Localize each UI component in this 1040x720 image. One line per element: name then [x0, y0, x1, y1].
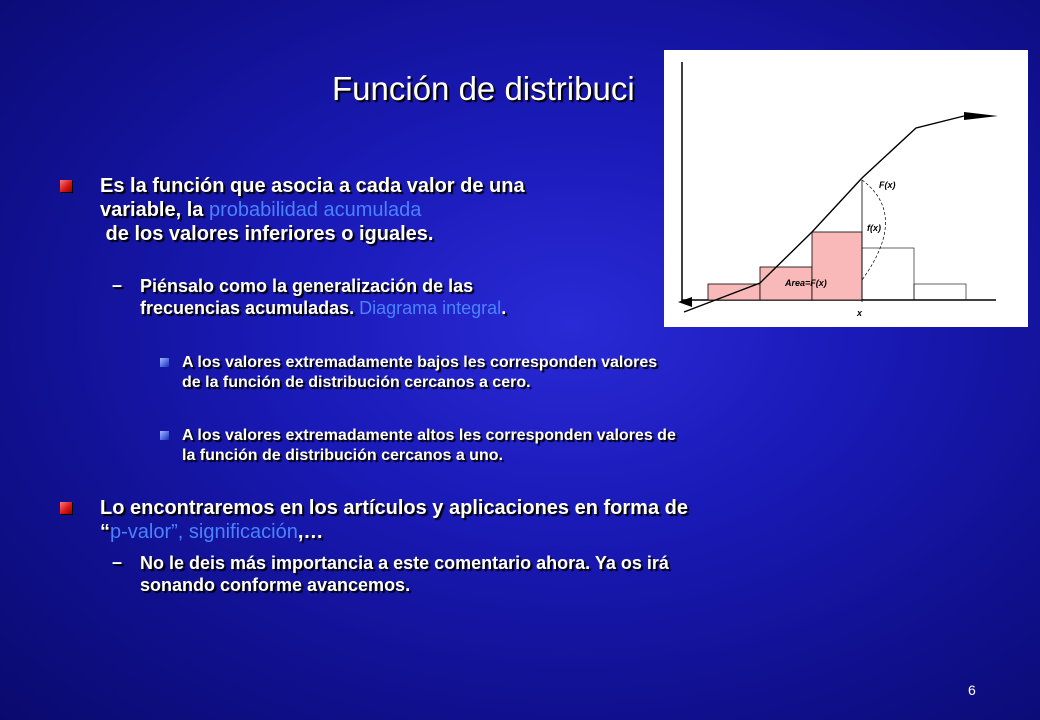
- sub-sub-bullet-high-text: [182, 426, 676, 466]
- open-quote: “: [100, 521, 110, 543]
- slide-title: Función de distribuci: [332, 70, 635, 107]
- comment-line2: sonando conforme avancemos.: [140, 575, 411, 595]
- dash-bullet: –: [112, 552, 123, 572]
- line2-prefix: variable, la: [100, 199, 209, 221]
- high-line2: la función de distribución cercanos a uno.: [182, 447, 503, 464]
- dash-bullet: –: [112, 275, 123, 295]
- line2-suffix: ,…: [297, 521, 324, 543]
- page-number: 6: [968, 682, 976, 698]
- distribution-figure: [664, 50, 1028, 327]
- sub-bullet-generalization: [140, 275, 660, 319]
- highlight-p-valor: p-valor”, significación: [110, 521, 298, 543]
- histogram-bars: [862, 248, 966, 300]
- cdf-diagram: [664, 50, 1028, 327]
- blue-square-bullet-icon: [160, 358, 169, 367]
- label-Fx: F(x): [879, 180, 896, 190]
- comment-line1: No le deis más importancia a este comentario ahora. Ya os irá: [140, 553, 669, 573]
- bullet-applications-line2: [100, 520, 688, 544]
- low-line2: de la función de distribución cercanos a cero.: [182, 374, 531, 391]
- highlight-probabilidad: probabilidad acumulada: [208, 199, 422, 221]
- label-area: Area=F(x): [785, 278, 827, 288]
- bullet-definition-line3: de los valores inferiores o iguales.: [100, 223, 434, 245]
- sub-bullet-line2: [140, 297, 660, 319]
- sub-sub-bullet-low-text: [182, 353, 657, 393]
- bullet-definition-text: [100, 174, 525, 246]
- label-fx: f(x): [867, 223, 881, 233]
- sub-bullet-comment: [140, 552, 840, 596]
- high-line1: A los valores extremadamente altos les corresponden valores de: [182, 427, 676, 444]
- red-square-bullet-icon: [60, 180, 72, 192]
- line2-prefix: frecuencias acumuladas.: [140, 298, 360, 318]
- bullet-definition-line1: Es la función que asocia a cada valor de una: [100, 175, 525, 197]
- blue-square-bullet-icon: [160, 431, 169, 440]
- shaded-area: [708, 232, 862, 300]
- line2-suffix: .: [501, 298, 507, 318]
- bullet-applications-line1: Lo encontraremos en los artículos y aplicaciones en forma de: [100, 497, 688, 519]
- highlight-diagrama: Diagrama integral: [359, 298, 502, 318]
- bullet-definition-line2: [100, 198, 525, 222]
- red-square-bullet-icon: [60, 502, 72, 514]
- arrow-right-icon: [964, 112, 998, 120]
- label-x: x: [857, 308, 863, 318]
- sub-bullet-line1: Piénsalo como la generalización de las: [140, 276, 474, 296]
- bullet-applications-text: [100, 496, 688, 544]
- arrow-left-icon: [678, 297, 692, 307]
- low-line1: A los valores extremadamente bajos les corresponden valores: [182, 354, 658, 371]
